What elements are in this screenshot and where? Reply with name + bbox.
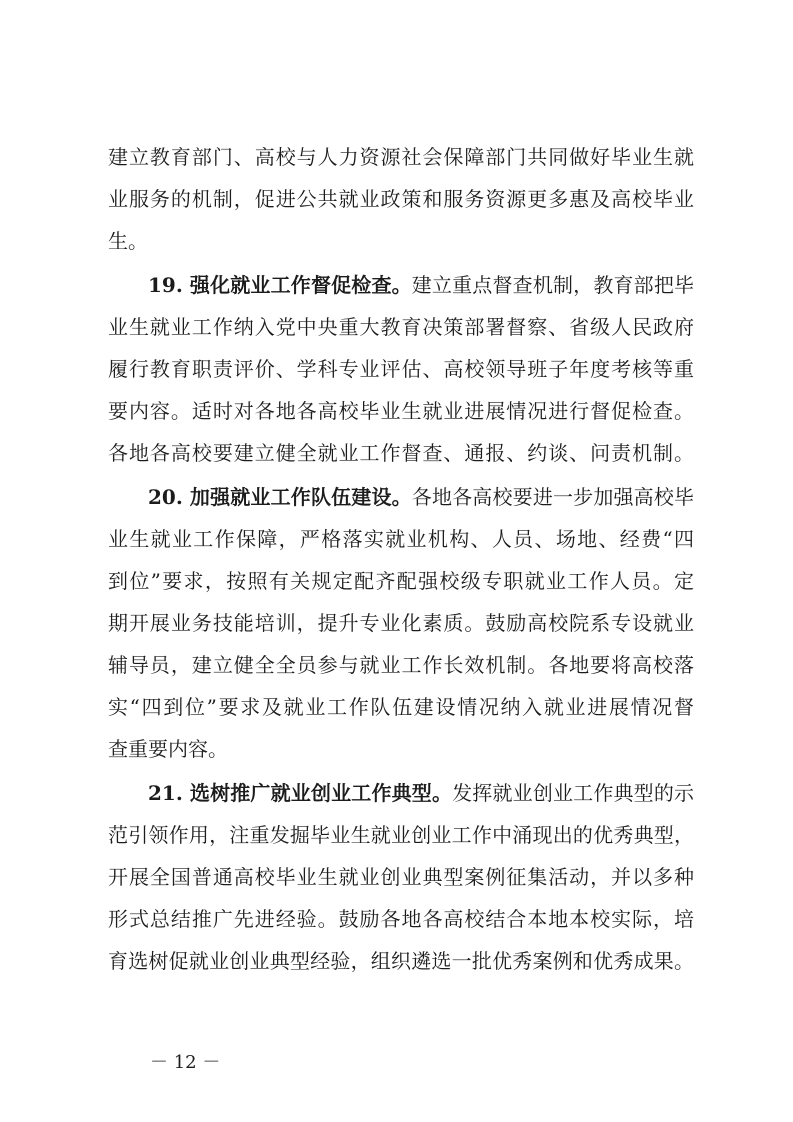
text-span: 各地各高校要进一步加强高校毕 xyxy=(411,485,694,509)
paragraph xyxy=(108,772,694,982)
text-line: 生。 xyxy=(108,229,148,253)
text-line: 建立教育部门、高校与人力资源社会保障部门共同做好毕业生就 xyxy=(108,145,694,169)
section-heading: 21. 选树推广就业创业工作典型。 xyxy=(148,781,453,805)
page-number: － 12 － xyxy=(150,1052,221,1073)
text-line: 业服务的机制，促进公共就业政策和服务资源更多惠及高校毕业 xyxy=(108,187,694,211)
text-line: 实“四到位”要求及就业工作队伍建设情况纳入就业进展情况督 xyxy=(108,695,694,719)
text-line: 业生就业工作纳入党中央重大教育决策部署督察、省级人民政府 xyxy=(108,315,694,339)
section-heading: 19. 强化就业工作督促检查。 xyxy=(148,273,412,297)
text-span: 发挥就业创业工作典型的示 xyxy=(452,781,695,805)
text-line: 履行教育职责评价、学科专业评估、高校领导班子年度考核等重 xyxy=(108,357,694,381)
text-line xyxy=(108,264,694,306)
paragraph xyxy=(108,476,694,770)
text-line: 范引领作用，注重发掘毕业生就业创业工作中涌现出的优秀典型， xyxy=(108,823,694,847)
text-line: 形式总结推广先进经验。鼓励各地各高校结合本地本校实际，培 xyxy=(108,907,694,931)
text-line xyxy=(108,772,694,814)
text-line: 查重要内容。 xyxy=(108,737,228,761)
document-body xyxy=(108,136,694,982)
section-heading: 20. 加强就业工作队伍建设。 xyxy=(148,485,412,509)
text-line: 要内容。适时对各地各高校毕业生就业进展情况进行督促检查。 xyxy=(108,399,694,423)
text-line: 业生就业工作保障，严格落实就业机构、人员、场地、经费“四 xyxy=(108,527,694,551)
text-line: 期开展业务技能培训，提升专业化素质。鼓励高校院系专设就业 xyxy=(108,611,694,635)
text-line: 育选树促就业创业典型经验，组织遴选一批优秀案例和优秀成果。 xyxy=(108,949,694,973)
text-line xyxy=(108,476,694,518)
text-line: 各地各高校要建立健全就业工作督查、通报、约谈、问责机制。 xyxy=(108,441,694,465)
paragraph xyxy=(108,136,694,262)
paragraph xyxy=(108,264,694,474)
text-line: 辅导员，建立健全全员参与就业工作长效机制。各地要将高校落 xyxy=(108,653,694,677)
text-span: 建立重点督查机制，教育部把毕 xyxy=(411,273,694,297)
text-line: 到位”要求，按照有关规定配齐配强校级专职就业工作人员。定 xyxy=(108,569,694,593)
text-line: 开展全国普通高校毕业生就业创业典型案例征集活动，并以多种 xyxy=(108,865,694,889)
